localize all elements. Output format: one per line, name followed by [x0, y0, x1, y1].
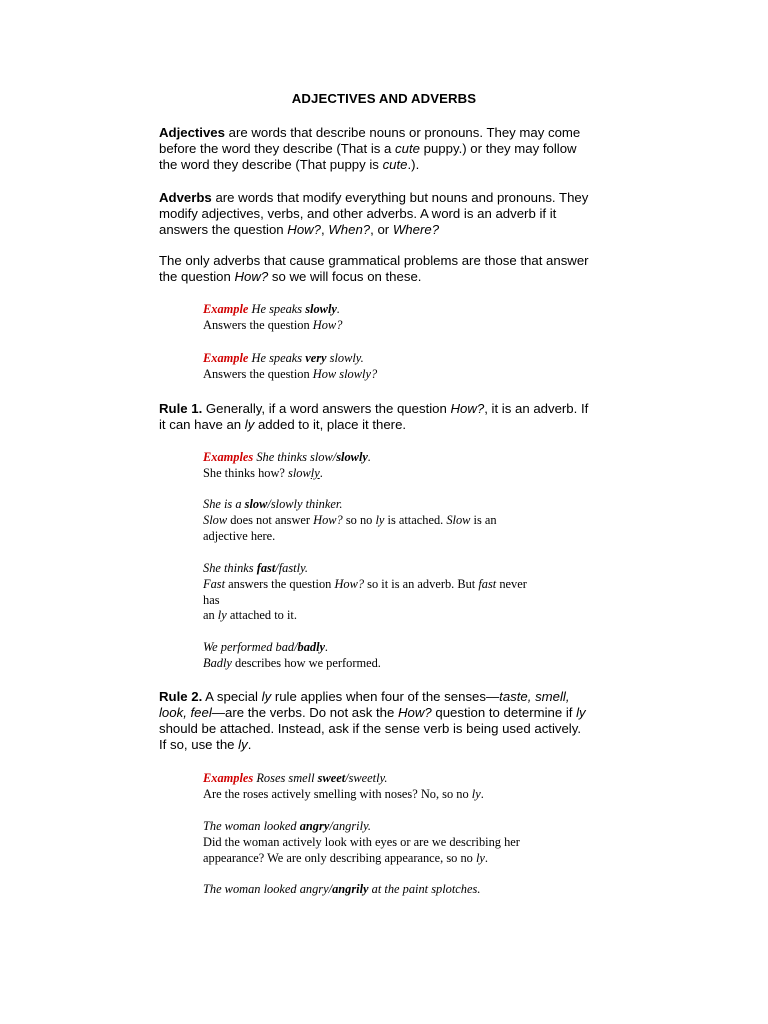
rule-2-example-2: The woman looked angry/angrily. Did the woman actively look with eyes or are we describing her appearance? We are only describing appearance, so no ly. — [203, 819, 520, 865]
rule-2-example-1: Examples Roses smell sweet/sweetly. Are the roses actively smelling with noses? No, so no ly. — [203, 771, 484, 801]
rule-1-example-1: Examples She thinks slow/slowly. She thinks how? slowly. — [203, 450, 371, 480]
rule-1-label: Rule 1. — [159, 401, 203, 416]
rule-1-example-4: We performed bad/badly. Badly describes how we performed. — [203, 640, 381, 670]
rule-1-example-3: She thinks fast/fastly. Fast answers the question How? so it is an adverb. But fast never has an ly attached to it. — [203, 561, 527, 623]
example-1: Example He speaks slowly. Answers the question How? — [203, 302, 343, 332]
rule-2-example-3: The woman looked angry/angrily at the paint splotches. — [203, 882, 481, 896]
rule-2-label: Rule 2. — [159, 689, 203, 704]
rule-1-paragraph: Rule 1. Generally, if a word answers the question How?, it is an adverb. If it can have an ly added to it, place it there. — [159, 401, 589, 432]
focus-paragraph: The only adverbs that cause grammatical problems are those that answer the question How? so we will focus on these. — [159, 253, 589, 284]
adjectives-paragraph: Adjectives are words that describe nouns or pronouns. They may come before the word they describe (That is a cute puppy.) or they may follow the word they describe (That puppy is cute.). — [159, 125, 581, 172]
term-adjectives: Adjectives — [159, 125, 225, 140]
example-label: Example — [203, 351, 249, 365]
rule-1-example-2: She is a slow/slowly thinker. Slow does not answer How? so no ly is attached. Slow is an adjective here. — [203, 497, 497, 543]
document-title: ADJECTIVES AND ADVERBS — [291, 91, 477, 106]
examples-label: Examples — [203, 450, 254, 464]
term-adverbs: Adverbs — [159, 190, 212, 205]
examples-label: Examples — [203, 771, 254, 785]
adverbs-paragraph: Adverbs are words that modify everything but nouns and pronouns. They modify adjectives, verbs, and other adverbs. A word is an adverb if it answers the question How?, When?, or Where? — [159, 190, 589, 237]
rule-2-paragraph: Rule 2. A special ly rule applies when four of the senses—taste, smell, look, feel—are the verbs. Do not ask the How? question to determine if ly should be attached. Instead, ask if the sense verb is being used actively. If so, use the ly. — [159, 689, 586, 752]
example-label: Example — [203, 302, 249, 316]
example-2: Example He speaks very slowly. Answers the question How slowly? — [203, 351, 378, 381]
